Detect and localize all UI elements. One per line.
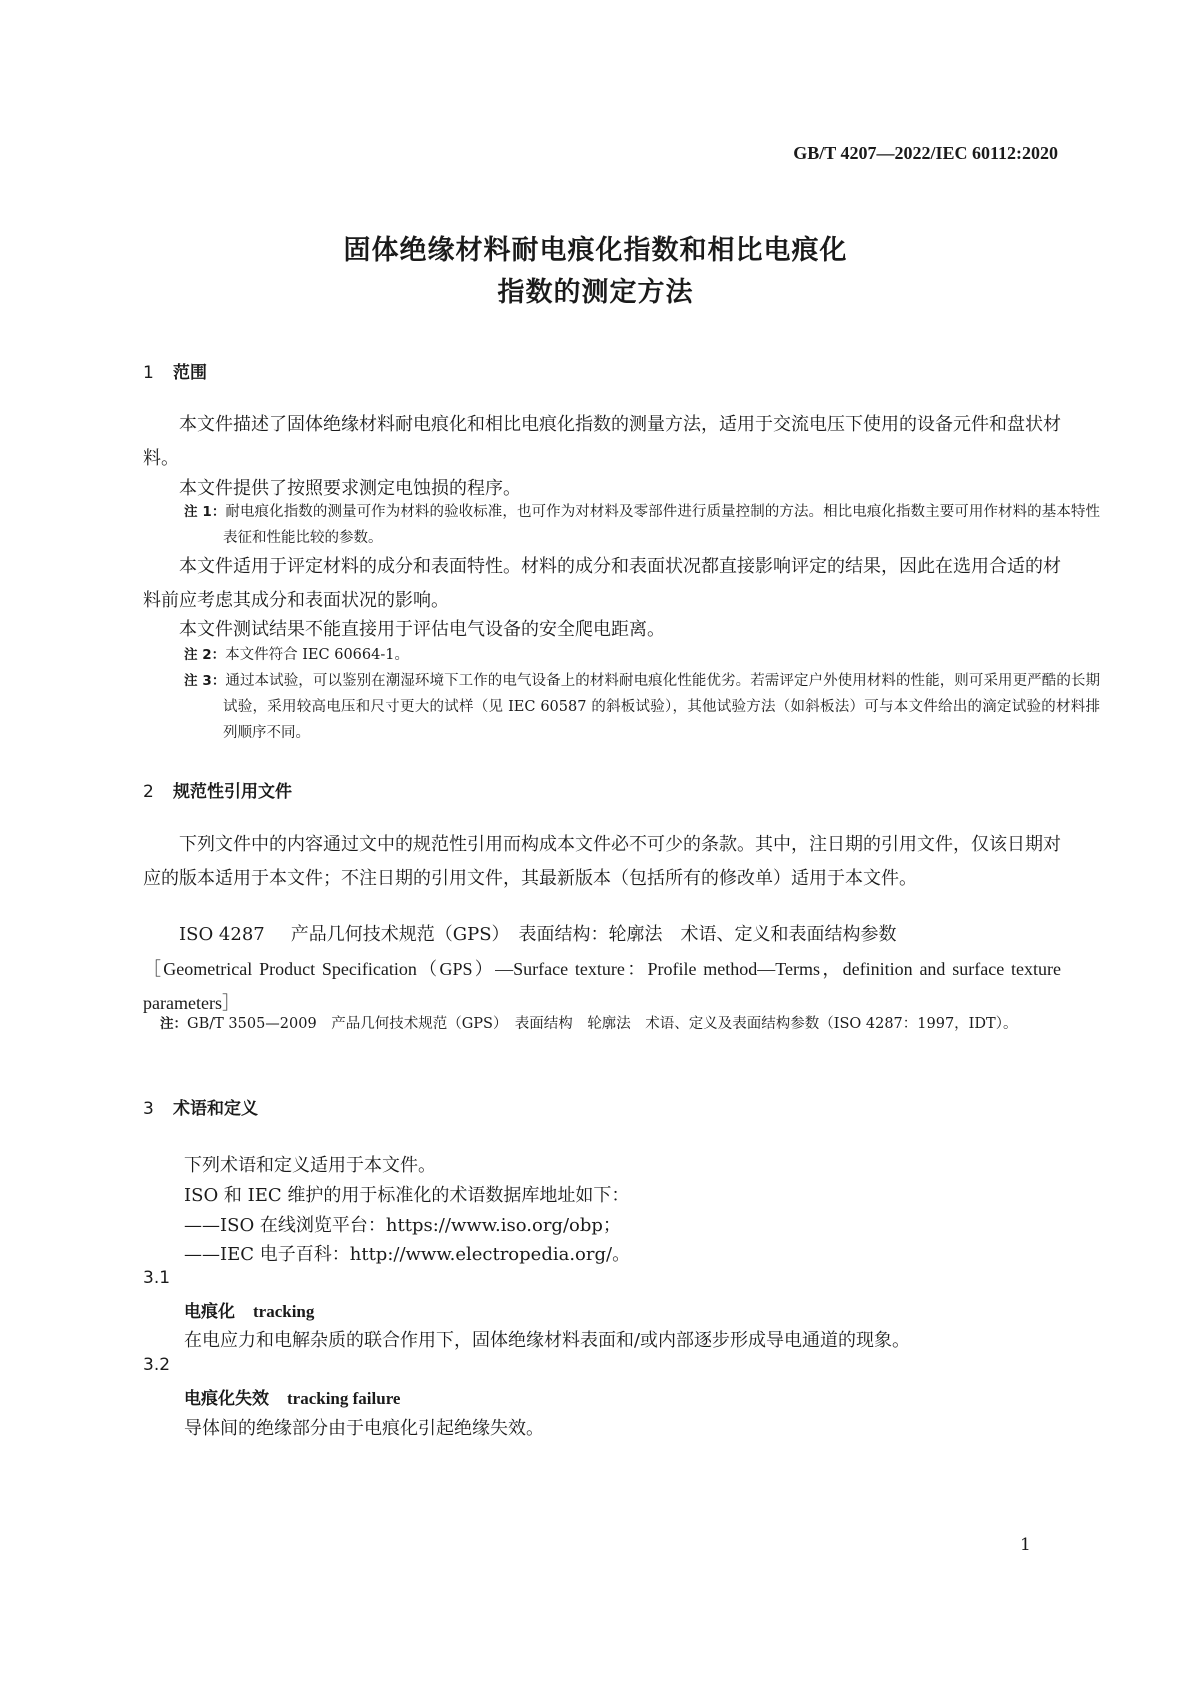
section-title: 规范性引用文件 <box>173 782 292 802</box>
reference-code: ISO 4287 <box>179 924 265 945</box>
reference-note <box>160 1011 1093 1037</box>
iec-electropedia-link: ——IEC 电子百科：http://www.electropedia.org/。 <box>184 1244 631 1265</box>
term-3-1-definition: 在电应力和电解杂质的联合作用下，固体绝缘材料表面和/或内部逐步形成导电通道的现象。 <box>184 1330 911 1351</box>
scope-paragraph-1: 本文件描述了固体绝缘材料耐电痕化和相比电痕化指数的测量方法，适用于交流电压下使用的设备元件和盘状材料。 <box>143 414 1061 469</box>
term-en: tracking <box>253 1302 315 1321</box>
term-3-1 <box>184 1297 314 1322</box>
term-3-2 <box>184 1384 400 1409</box>
iso-obp-link: ——ISO 在线浏览平台：https://www.iso.org/obp； <box>184 1215 621 1236</box>
standard-id: GB/T 4207—2022/IEC 60112:2020 <box>793 143 1058 163</box>
section-3-heading <box>143 1094 258 1119</box>
scope-paragraph-4: 本文件测试结果不能直接用于评估电气设备的安全爬电距离。 <box>179 619 665 640</box>
terms-intro-line-2: ISO 和 IEC 维护的用于标准化的术语数据库地址如下： <box>184 1185 630 1206</box>
reference-title-en: ［Geometrical Product Specification（GPS）—Surface texture：Profile method—Terms，definition and surface texture parameters］ <box>143 959 1061 1013</box>
term-number-3-1: 3.1 <box>143 1268 171 1288</box>
term-en: tracking failure <box>287 1389 401 1408</box>
note-text: 耐电痕化指数的测量可作为材料的验收标准，也可作为对材料及零部件进行质量控制的方法。相比电痕化指数主要可用作材料的基本特性表征和性能比较的参数。 <box>223 504 1100 546</box>
term-number-3-2: 3.2 <box>143 1355 171 1375</box>
term-3-2-definition: 导体间的绝缘部分由于电痕化引起绝缘失效。 <box>184 1418 544 1439</box>
page-number: 1 <box>1020 1535 1031 1555</box>
note-label: 注 1： <box>184 504 226 520</box>
scope-paragraph-3: 本文件适用于评定材料的成分和表面特性。材料的成分和表面状况都直接影响评定的结果，因此在选用合适的材料前应考虑其成分和表面状况的影响。 <box>143 556 1061 611</box>
note-label: 注 2： <box>184 647 226 663</box>
section-2-heading <box>143 777 292 802</box>
note-text: 本文件符合 IEC 60664-1。 <box>225 647 409 663</box>
section-number: 3 <box>143 1099 154 1119</box>
scope-paragraph-2: 本文件提供了按照要求测定电蚀损的程序。 <box>179 478 521 499</box>
section-number: 1 <box>143 363 154 383</box>
note-text: 通过本试验，可以鉴别在潮湿环境下工作的电气设备上的材料耐电痕化性能优劣。若需评定户外使用材料的性能，则可采用更严酷的长期试验，采用较高电压和尺寸更大的试样（见 IEC 60587 的斜板试验），其他试验方法（如斜板法）可与本文件给出的滴定试验的材料排列顺序不同。 <box>223 673 1100 741</box>
term-cn: 电痕化失效 <box>184 1389 269 1409</box>
reference-iso-4287 <box>143 918 1061 1020</box>
reference-title-cn: 产品几何技术规范（GPS） 表面结构：轮廓法 术语、定义和表面结构参数 <box>290 924 897 945</box>
section-1-heading <box>143 358 207 383</box>
note-label: 注： <box>160 1016 187 1032</box>
section-title: 范围 <box>173 363 207 383</box>
note-3 <box>184 668 1100 746</box>
note-text: GB/T 3505—2009 产品几何技术规范（GPS） 表面结构 轮廓法 术语、定义及表面结构参数（ISO 4287：1997，IDT）。 <box>187 1016 1018 1032</box>
note-1 <box>184 499 1100 551</box>
section-number: 2 <box>143 782 154 802</box>
normative-references-paragraph: 下列文件中的内容通过文中的规范性引用而构成本文件必不可少的条款。其中，注日期的引用文件，仅该日期对应的版本适用于本文件；不注日期的引用文件，其最新版本（包括所有的修改单）适用于本文件。 <box>143 834 1061 889</box>
term-cn: 电痕化 <box>184 1302 235 1322</box>
document-title-line1: 固体绝缘材料耐电痕化指数和相比电痕化 <box>343 235 848 266</box>
section-title: 术语和定义 <box>173 1099 258 1119</box>
note-2 <box>184 642 1100 668</box>
note-label: 注 3： <box>184 673 226 689</box>
document-title-line2: 指数的测定方法 <box>497 277 694 308</box>
terms-intro-line-1: 下列术语和定义适用于本文件。 <box>184 1155 436 1176</box>
